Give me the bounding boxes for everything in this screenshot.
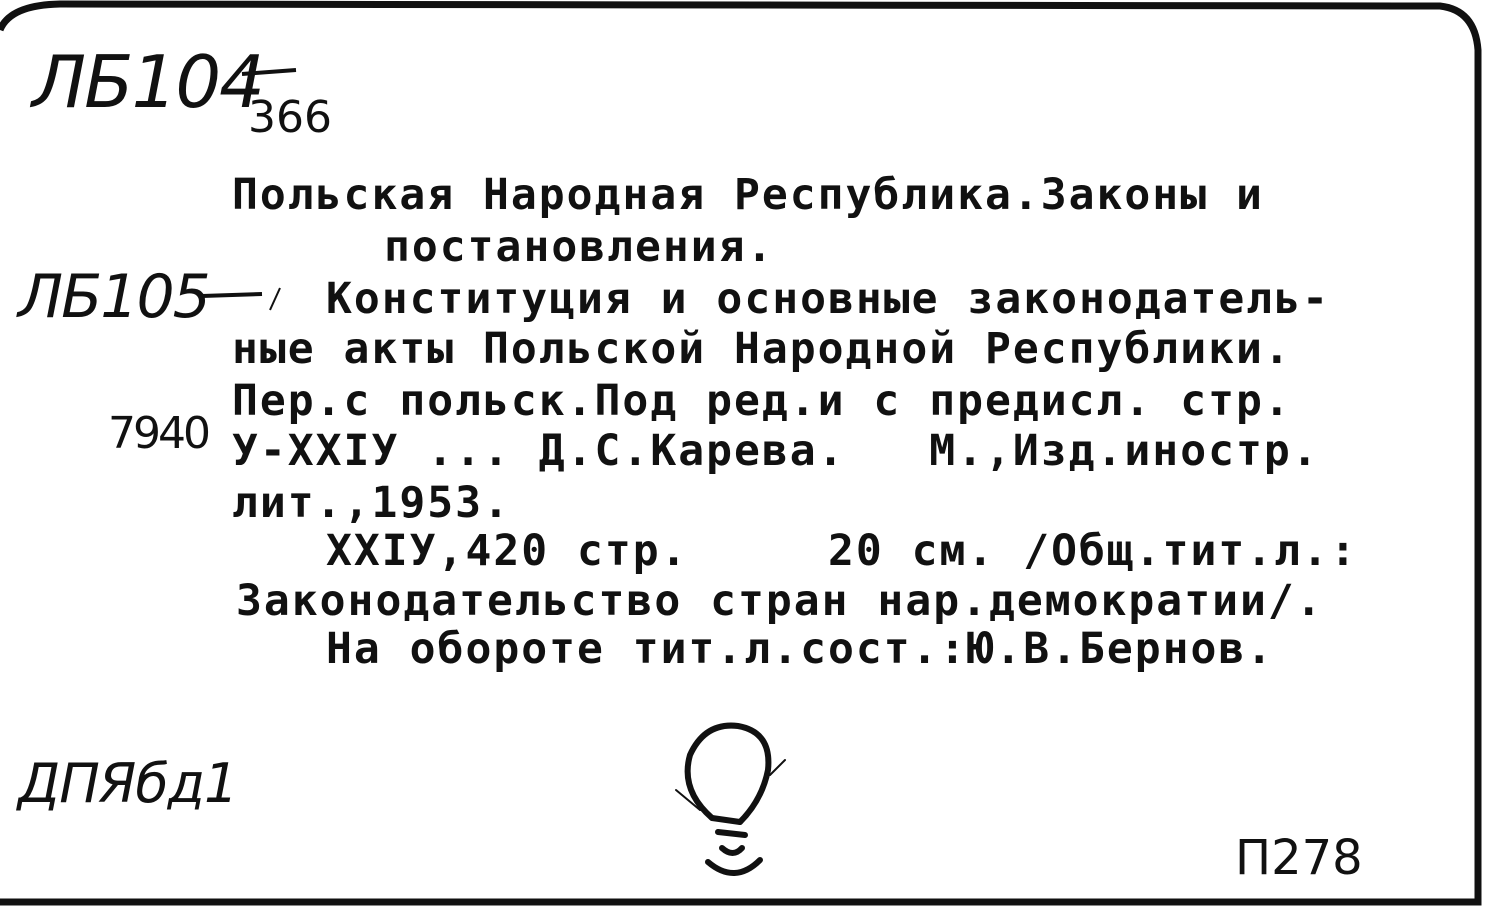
record-line-5: Пер.с польск.Под ред.и с предисл. стр.	[232, 376, 1292, 426]
record-line-7: лит.,1953.	[232, 478, 511, 528]
card-number: П278	[1235, 830, 1363, 886]
shelfmark-top-number: 366	[248, 92, 332, 143]
record-line-8: ХХIУ,420 стр. 20 см. /Общ.тит.л.:	[326, 526, 1358, 576]
shelfmark-mid: ЛБ105	[18, 262, 209, 332]
inventory-number: 7940	[108, 408, 208, 459]
record-line-10: На обороте тит.л.сост.:Ю.В.Бернов.	[326, 624, 1275, 674]
shelfmark-top: ЛБ104	[32, 40, 263, 124]
lamp-doodle-icon	[676, 726, 785, 873]
record-line-2: постановления.	[384, 222, 775, 272]
record-line-9: Законодательство стран нар.демократии/.	[236, 576, 1324, 626]
fraction-line	[240, 66, 300, 78]
record-line-3: Конституция и основные законодатель-	[326, 274, 1330, 324]
dash-line	[200, 280, 320, 320]
record-line-4: ные акты Польской Народной Республики.	[232, 324, 1292, 374]
stamp-code: ДПЯбд1	[18, 752, 238, 815]
record-line-1: Польская Народная Республика.Законы и	[232, 170, 1264, 220]
record-line-6: У-ХХIУ ... Д.С.Карева. М.,Изд.иностр.	[232, 426, 1320, 476]
